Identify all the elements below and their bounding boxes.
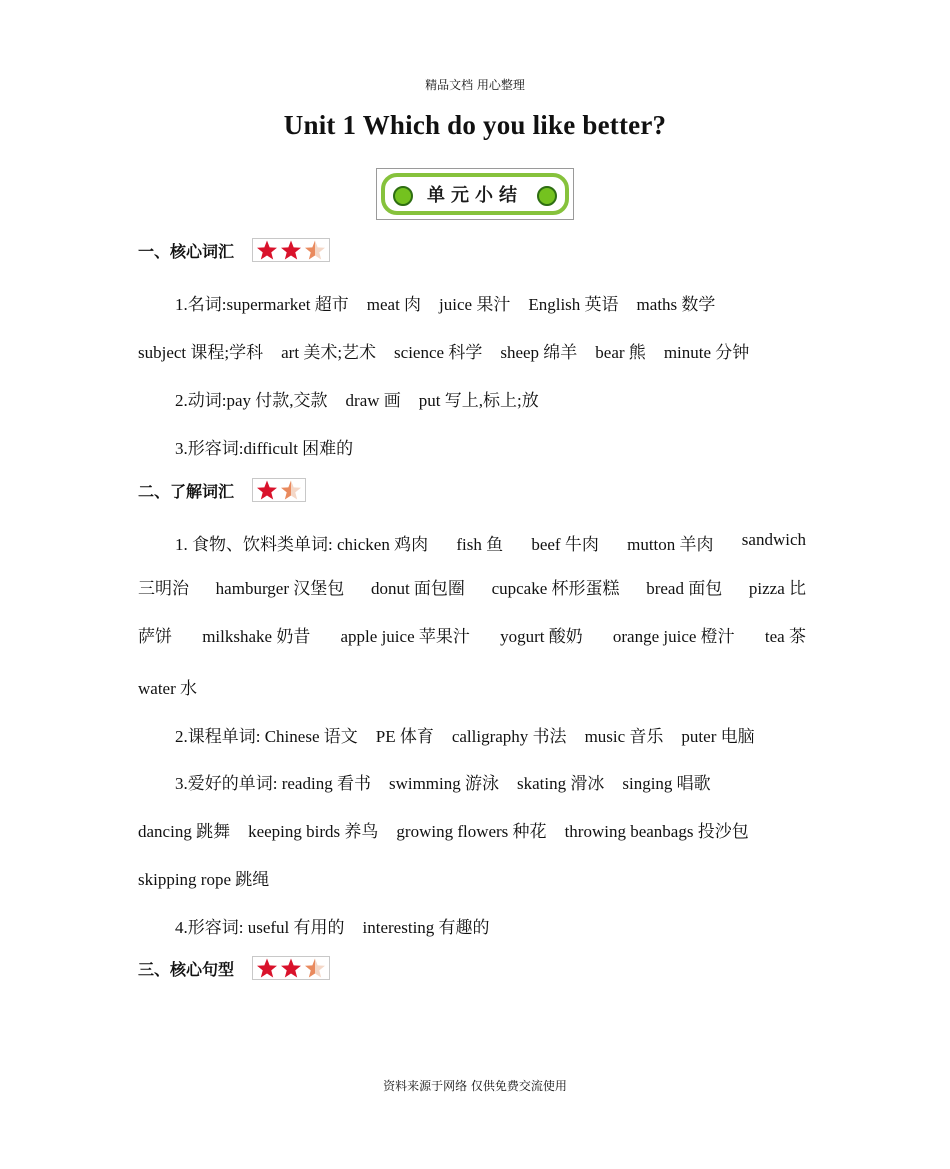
vocab-entry: maths 数学 bbox=[636, 295, 716, 314]
vocab-entry: 三明治 bbox=[138, 579, 189, 598]
vocab-entry: swimming 游泳 bbox=[388, 774, 499, 793]
vocab-entry: 4.形容词: useful 有用的 bbox=[175, 918, 345, 937]
star-full-icon bbox=[279, 239, 303, 261]
vocab-entry: growing flowers 种花 bbox=[396, 822, 547, 841]
vocab-entry: bear 熊 bbox=[595, 343, 646, 362]
vocab-entry: hamburger 汉堡包 bbox=[215, 579, 345, 598]
vocab-line bbox=[175, 530, 806, 555]
section-heading-label: 三、核心句型 bbox=[138, 959, 235, 979]
vocab-entry: draw 画 bbox=[345, 391, 401, 410]
vocab-entry: 2.动词:pay 付款,交款 bbox=[175, 391, 328, 410]
vocab-entry: interesting 有趣的 bbox=[362, 918, 490, 937]
vocab-entry: pizza 比 bbox=[748, 579, 806, 598]
star-rating bbox=[252, 238, 330, 262]
vocab-entry: 3.爱好的单词: reading 看书 bbox=[175, 774, 371, 793]
vocab-entry: tea 茶 bbox=[764, 627, 806, 646]
vocab-entry: keeping birds 养鸟 bbox=[248, 822, 379, 841]
vocab-line bbox=[138, 574, 806, 599]
star-half-icon bbox=[303, 239, 327, 261]
badge-frame bbox=[381, 173, 569, 215]
section-heading-label: 一、核心词汇 bbox=[138, 241, 235, 261]
vocab-entry: English 英语 bbox=[528, 295, 619, 314]
vocab-line bbox=[138, 817, 749, 842]
star-full-icon bbox=[279, 957, 303, 979]
vocab-entry: 1.名词:supermarket 超市 bbox=[175, 295, 349, 314]
vocab-entry: music 音乐 bbox=[584, 727, 664, 746]
vocab-entry: yogurt 酸奶 bbox=[500, 627, 583, 646]
badge-label: 单元小结 bbox=[427, 185, 523, 206]
star-full-icon bbox=[255, 479, 279, 501]
vocab-entry: fish 鱼 bbox=[456, 535, 504, 554]
section-heading-core-vocab bbox=[138, 238, 330, 262]
vocab-entry: mutton 羊肉 bbox=[627, 535, 714, 554]
vocab-entry: PE 体育 bbox=[375, 727, 434, 746]
vocab-entry: 1. 食物、饮料类单词: chicken 鸡肉 bbox=[175, 535, 429, 554]
vocab-entry: beef 牛肉 bbox=[531, 535, 599, 554]
page-title: Unit 1 Which do you like better? bbox=[283, 110, 667, 140]
vocab-entry: water 水 bbox=[138, 679, 198, 698]
star-rating bbox=[252, 956, 330, 980]
green-dot-icon bbox=[537, 186, 557, 206]
vocab-entry: art 美术;艺术 bbox=[281, 343, 377, 362]
vocab-entry: minute 分钟 bbox=[663, 343, 750, 362]
section-heading-label: 二、了解词汇 bbox=[138, 481, 235, 501]
vocab-entry: 萨饼 bbox=[138, 627, 172, 646]
vocab-line bbox=[175, 290, 715, 315]
vocab-entry: donut 面包圈 bbox=[370, 579, 465, 598]
star-rating bbox=[252, 478, 306, 502]
star-full-icon bbox=[255, 957, 279, 979]
vocab-line bbox=[175, 434, 353, 459]
star-full-icon bbox=[255, 239, 279, 261]
unit-summary-badge bbox=[376, 168, 574, 220]
vocab-entry: throwing beanbags 投沙包 bbox=[564, 822, 749, 841]
vocab-entry: subject 课程;学科 bbox=[138, 343, 264, 362]
vocab-line bbox=[138, 674, 197, 699]
vocab-entry: bread 面包 bbox=[646, 579, 723, 598]
vocab-entry: orange juice 橙汁 bbox=[612, 627, 735, 646]
star-half-icon bbox=[303, 957, 327, 979]
vocab-entry: 3.形容词:difficult 困难的 bbox=[175, 439, 354, 458]
vocab-line bbox=[175, 386, 539, 411]
vocab-entry: cupcake 杯形蛋糕 bbox=[491, 579, 620, 598]
vocab-entry: singing 唱歌 bbox=[622, 774, 711, 793]
vocab-line bbox=[175, 769, 711, 794]
vocab-entry: sandwich bbox=[741, 530, 806, 549]
vocab-entry: apple juice 苹果汁 bbox=[340, 627, 470, 646]
section-heading-extra-vocab bbox=[138, 478, 306, 502]
vocab-entry: milkshake 奶昔 bbox=[202, 627, 311, 646]
vocab-line bbox=[175, 722, 755, 747]
vocab-entry: dancing 跳舞 bbox=[138, 822, 231, 841]
vocab-entry: puter 电脑 bbox=[681, 727, 755, 746]
section-heading-core-sentences bbox=[138, 956, 330, 980]
vocab-entry: sheep 绵羊 bbox=[500, 343, 578, 362]
vocab-line bbox=[138, 338, 749, 363]
header-note: 精品文档 用心整理 bbox=[425, 78, 525, 92]
vocab-entry: skating 滑冰 bbox=[517, 774, 605, 793]
vocab-line bbox=[138, 622, 806, 647]
vocab-entry: 2.课程单词: Chinese 语文 bbox=[175, 727, 358, 746]
vocab-entry: calligraphy 书法 bbox=[451, 727, 567, 746]
vocab-entry: juice 果汁 bbox=[439, 295, 511, 314]
vocab-entry: science 科学 bbox=[394, 343, 483, 362]
vocab-entry: skipping rope 跳绳 bbox=[138, 870, 270, 889]
vocab-entry: put 写上,标上;放 bbox=[418, 391, 539, 410]
vocab-line bbox=[138, 865, 269, 890]
footer-note: 资料来源于网络 仅供免费交流使用 bbox=[383, 1079, 567, 1093]
vocab-line bbox=[175, 913, 490, 938]
vocab-entry: meat 肉 bbox=[366, 295, 422, 314]
star-half-icon bbox=[279, 479, 303, 501]
